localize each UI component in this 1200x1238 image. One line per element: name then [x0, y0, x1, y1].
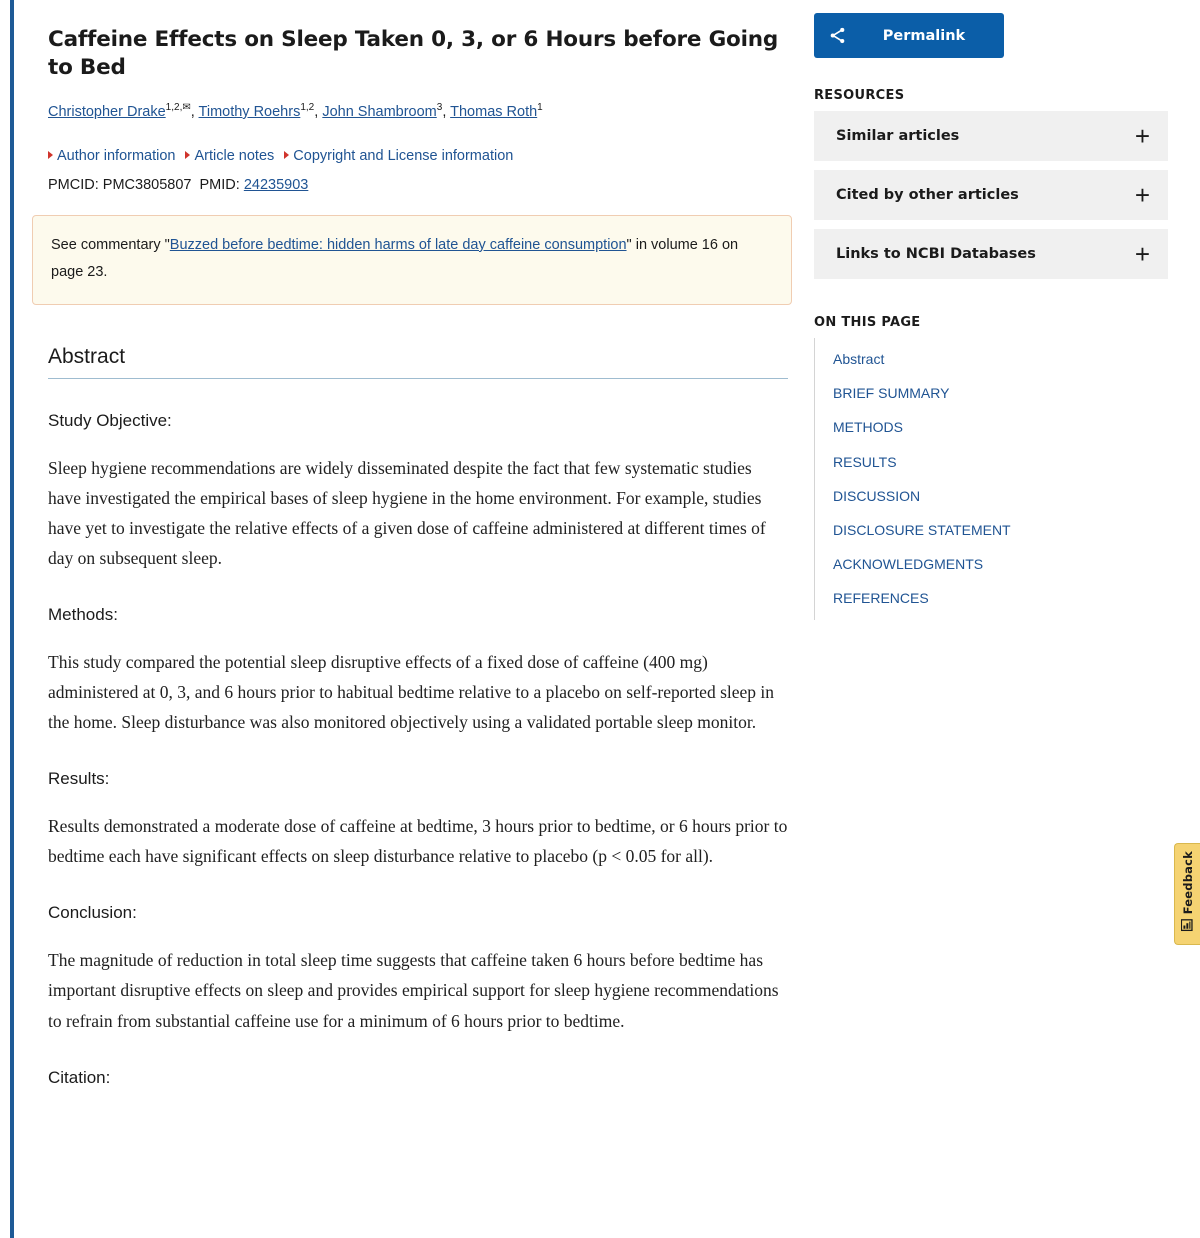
toc-item-results[interactable]: RESULTS: [833, 453, 897, 470]
section-body-study-objective: Sleep hygiene recommendations are widely disseminated despite the fact that few systematic studies have investigated the empirical bases of sleep hygiene in the home environment. For example, studies have yet to investigate the relative effects of a given dose of caffeine administered at different times of day on subsequent sleep.: [48, 457, 766, 568]
copyright-license-label: Copyright and License information: [293, 147, 514, 164]
triangle-right-icon: [185, 151, 190, 159]
triangle-right-icon: [48, 151, 53, 159]
section-label-study-objective: Study Objective:: [48, 410, 172, 430]
section-label-conclusion: Conclusion:: [48, 903, 137, 923]
copyright-license-link[interactable]: [284, 148, 513, 164]
accordion-label: Similar articles: [836, 128, 960, 144]
feedback-label: Feedback: [1180, 850, 1195, 915]
toc-item-abstract[interactable]: Abstract: [833, 351, 885, 367]
triangle-right-icon: [284, 151, 289, 159]
toc-item-acknowledgments[interactable]: ACKNOWLEDGMENTS: [833, 556, 984, 573]
article-notes-label: Article notes: [194, 147, 275, 164]
abstract-heading: Abstract: [48, 345, 788, 379]
author-entry: [450, 104, 543, 120]
section-body-results: Results demonstrated a moderate dose of caffeine at bedtime, 3 hours prior to bedtime, or 6 hours prior to bedtime each have significant effects on sleep disturbance relative to placebo (p < 0.05 for all).: [48, 816, 788, 867]
plus-icon: +: [1134, 238, 1150, 269]
article-meta-links: [48, 146, 792, 166]
section-label-methods: Methods:: [48, 604, 118, 624]
resources-heading: RESOURCES: [814, 88, 905, 103]
chart-bar-icon: [1181, 919, 1194, 937]
author-affiliation-marker: 1,2,✉: [165, 102, 191, 114]
left-accent-rail: [10, 0, 14, 1238]
author-affiliation-marker: 1: [537, 102, 543, 114]
author-separator: ,: [190, 103, 199, 120]
author-separator: ,: [314, 103, 323, 120]
identifier-line: [48, 177, 792, 193]
commentary-link[interactable]: Buzzed before bedtime: hidden harms of late day caffeine consumption: [169, 236, 627, 253]
toc-item-brief-summary[interactable]: BRIEF SUMMARY: [833, 385, 950, 402]
author-link[interactable]: Christopher Drake: [48, 103, 166, 120]
commentary-tail: " in volume 16 on page 23.: [51, 236, 739, 280]
permalink-button[interactable]: [814, 13, 1004, 58]
accordion-label: Cited by other articles: [836, 187, 1019, 203]
page-title: Caffeine Effects on Sleep Taken 0, 3, or 6 Hours before Going to Bed: [48, 27, 779, 80]
author-link[interactable]: John Shambroom: [322, 103, 437, 120]
commentary-lead: See commentary ": [51, 236, 170, 253]
resources-accordion: [814, 111, 1174, 279]
share-icon: [814, 26, 860, 45]
author-link[interactable]: Timothy Roehrs: [198, 103, 301, 120]
commentary-callout: [32, 215, 792, 305]
author-link[interactable]: Thomas Roth: [450, 103, 538, 120]
on-this-page-nav: [814, 338, 1174, 620]
permalink-label: Permalink: [882, 27, 966, 44]
section-label-results: Results:: [48, 769, 110, 789]
accordion-item-links-to-ncbi-databases[interactable]: [814, 229, 1168, 279]
accordion-label: Links to NCBI Databases: [836, 246, 1036, 262]
on-this-page-heading: ON THIS PAGE: [814, 315, 921, 330]
right-sidebar: [814, 0, 1174, 620]
toc-item-references[interactable]: REFERENCES: [833, 590, 929, 607]
plus-icon: +: [1134, 120, 1150, 151]
section-label-citation: Citation:: [48, 1067, 111, 1087]
author-information-link[interactable]: [48, 148, 175, 164]
author-information-label: Author information: [57, 147, 176, 164]
accordion-item-similar-articles[interactable]: [814, 111, 1168, 161]
toc-item-methods[interactable]: METHODS: [833, 419, 903, 436]
pmcid-value: PMC3805807: [102, 176, 192, 193]
toc-item-disclosure-statement[interactable]: DISCLOSURE STATEMENT: [833, 521, 1011, 538]
author-entry: [199, 104, 315, 120]
pmid-label: PMID:: [199, 176, 240, 193]
toc-item-discussion[interactable]: DISCUSSION: [833, 487, 921, 504]
author-entry: [48, 104, 191, 120]
plus-icon: +: [1134, 179, 1150, 210]
article-main-column: [48, 0, 792, 1088]
pmcid-label: PMCID:: [48, 176, 99, 193]
author-entry: [322, 104, 442, 120]
section-body-methods: This study compared the potential sleep disruptive effects of a fixed dose of caffeine (400 mg) administered at 0, 3, and 6 hours prior to habitual bedtime relative to a placebo on self-reported sleep in the home. Sleep disturbance was also monitored objectively using a validated portable sleep monitor.: [48, 651, 775, 733]
author-affiliation-marker: 3: [436, 102, 443, 114]
section-body-conclusion: The magnitude of reduction in total sleep time suggests that caffeine taken 6 hours before bedtime has important disruptive effects on sleep and provides empirical support for sleep hygiene recommendations to refrain from substantial caffeine use for a minimum of 6 hours prior to bedtime.: [48, 950, 779, 1031]
article-notes-link[interactable]: [185, 148, 274, 164]
author-list: [48, 102, 792, 124]
accordion-item-cited-by-other-articles[interactable]: [814, 170, 1168, 220]
feedback-tab[interactable]: [1174, 843, 1200, 945]
author-affiliation-marker: 1,2: [300, 102, 315, 114]
author-separator: ,: [442, 103, 451, 120]
pmid-link[interactable]: 24235903: [243, 176, 309, 193]
